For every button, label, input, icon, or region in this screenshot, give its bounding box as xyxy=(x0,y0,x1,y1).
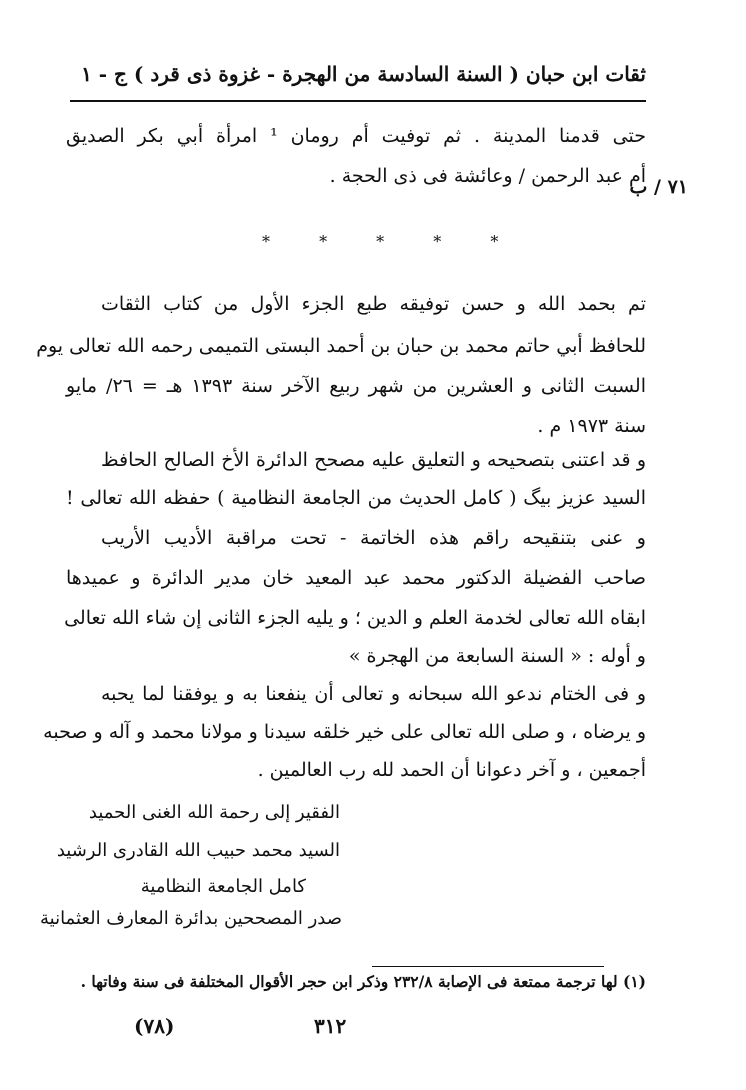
paragraph-line: للحافظ أبي حاتم محمد بن حبان بن أحمد البستى التميمى رحمه الله تعالى يوم xyxy=(36,335,646,357)
paragraph-line: و قد اعتنى بتصحيحه و التعليق عليه مصحح الدائرة الأخ الصالح الحافظ xyxy=(101,449,646,471)
signature-line: صدر المصححين بدائرة المعارف العثمانية xyxy=(39,908,342,929)
running-header: ثقات ابن حبان ( السنة السادسة من الهجرة - غزوة ذى قرد ) ج - ١ xyxy=(81,62,646,86)
paragraph-line: و أوله : « السنة السابعة من الهجرة » xyxy=(348,645,646,667)
paragraph-line: و يرضاه ، و صلى الله تعالى على خير خلقه سيدنا و مولانا محمد و آله و صحبه xyxy=(43,721,646,743)
signature-line: السيد محمد حبيب الله القادرى الرشيد xyxy=(56,840,340,861)
section-separator: * * * * * xyxy=(262,232,521,251)
paragraph-line: السيد عزيز بيگ ( كامل الحديث من الجامعة النظامية ) حفظه الله تعالى ! xyxy=(66,487,646,509)
footnote-rule xyxy=(372,966,604,967)
paragraph-line: تم بحمد الله و حسن توفيقه طبع الجزء الأول من كتاب الثقات xyxy=(101,293,646,315)
signature-line: الفقير إلى رحمة الله الغنى الحميد xyxy=(88,802,340,823)
paragraph-line: صاحب الفضيلة الدكتور محمد عبد المعيد خان مدير الدائرة و عميدها xyxy=(66,567,646,589)
original-page-number: (٧٨) xyxy=(134,1014,175,1038)
paragraph-line: أجمعين ، و آخر دعوانا أن الحمد لله رب العالمين . xyxy=(257,759,646,781)
paragraph-line: السبت الثانى و العشرين من شهر ربيع الآخر سنة ١٣٩٣ هـ = ٢٦/ مايو xyxy=(66,375,646,397)
manuscript-folio-note: ٧١ / ب xyxy=(629,176,688,198)
footnote: (١) لها ترجمة ممتعة فى الإصابة ٢٣٢/٨ وذكر ابن حجر الأقوال المختلفة فى سنة وفاتها . xyxy=(80,972,646,991)
signature-line: كامل الجامعة النظامية xyxy=(140,876,306,897)
text-line: حتى قدمنا المدينة . ثم توفيت أم رومان ¹ امرأة أبي بكر الصديق xyxy=(66,125,646,147)
paragraph-line: ابقاه الله تعالى لخدمة العلم و الدين ؛ و يليه الجزء الثانى إن شاء الله تعالى xyxy=(64,607,646,629)
paragraph-line: و فى الختام ندعو الله سبحانه و تعالى أن ينفعنا به و يوفقنا لما يحبه xyxy=(101,683,646,705)
paragraph-line: سنة ١٩٧٣ م . xyxy=(537,415,646,437)
page-number: ٣١٢ xyxy=(314,1014,347,1038)
paragraph-line: و عنى بتنقيحه راقم هذه الخاتمة - تحت مراقبة الأديب الأريب xyxy=(101,527,646,549)
header-rule xyxy=(70,100,646,102)
text-line: أم عبد الرحمن / وعائشة فى ذى الحجة . xyxy=(329,165,646,187)
